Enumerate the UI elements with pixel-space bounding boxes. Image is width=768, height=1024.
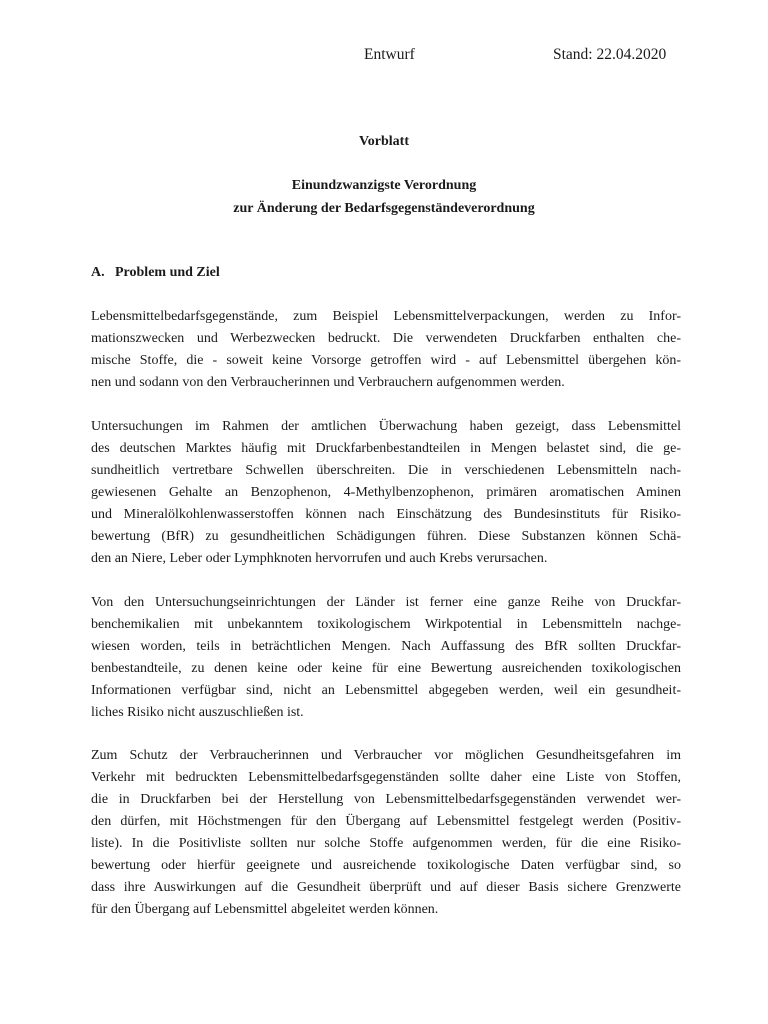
- sheet-title: Vorblatt: [358, 134, 410, 149]
- paragraph-line: benchemikalien mit unbekanntem toxikologischem Wirkpotential in Lebensmitteln nachge-: [91, 617, 681, 632]
- paragraph-line: Untersuchungen im Rahmen der amtlichen Überwachung haben gezeigt, dass Lebensmittel: [91, 419, 681, 434]
- regulation-title-line-1: Einundzwanzigste Verordnung: [291, 178, 477, 193]
- paragraph-1: [91, 306, 681, 394]
- paragraph-line: bewertung (BfR) zu gesundheitlichen Schädigungen führen. Diese Substanzen können Schä-: [91, 529, 681, 544]
- section-heading: [91, 265, 220, 281]
- paragraph-line: Von den Untersuchungseinrichtungen der Länder ist ferner eine ganze Reihe von Druckfar-: [91, 595, 681, 610]
- paragraph-line: den dürfen, mit Höchstmengen für den Übergang auf Lebensmittel festgelegt werden (Positiv-: [91, 814, 681, 829]
- paragraph-line: des deutschen Marktes häufig mit Druckfarbenbestandteilen in Mengen belastet sind, die ge-: [91, 441, 681, 456]
- paragraph-line: für den Übergang auf Lebensmittel abgeleitet werden können.: [91, 902, 439, 917]
- paragraph-line: liches Risiko nicht auszuschließen ist.: [91, 705, 304, 720]
- paragraph-line: mische Stoffe, die - soweit keine Vorsorge getroffen wird - auf Lebensmittel übergehen kön-: [91, 353, 681, 368]
- section-title: Problem und Ziel: [115, 265, 220, 280]
- paragraph-line: dass ihre Auswirkungen auf die Gesundheit überprüft und auf dieser Basis sichere Grenzwerte: [91, 880, 681, 895]
- paragraph-4: [91, 745, 681, 921]
- paragraph-line: und Mineralölkohlenwasserstoffen können nach Einschätzung des Bundesinstituts für Risiko-: [91, 507, 681, 522]
- paragraph-line: mationszwecken und Werbezwecken bedruckt. Die verwendeten Druckfarben enthalten che-: [91, 331, 681, 346]
- paragraph-line: bewertung oder hierfür geeignete und ausreichende toxikologische Daten verfügbar sind, so: [91, 858, 681, 873]
- regulation-title-line-2: zur Änderung der Bedarfsgegenständeverordnung: [233, 201, 535, 216]
- paragraph-line: nen und sodann von den Verbraucherinnen und Verbrauchern aufgenommen werden.: [91, 375, 565, 390]
- paragraph-line: Zum Schutz der Verbraucherinnen und Verbraucher vor möglichen Gesundheitsgefahren im: [91, 748, 681, 763]
- paragraph-line: Lebensmittelbedarfsgegenstände, zum Beispiel Lebensmittelverpackungen, werden zu Infor-: [91, 309, 681, 324]
- header-draft-label: Entwurf: [364, 46, 415, 63]
- paragraph-3: [91, 592, 681, 724]
- section-number: A.: [91, 265, 105, 280]
- paragraph-line: sundheitlich vertretbare Schwellen überschreiten. Die in verschiedenen Lebensmitteln nach-: [91, 463, 681, 478]
- paragraph-line: Informationen verfügbar sind, nicht an Lebensmittel abgegeben werden, weil ein gesundheit-: [91, 683, 681, 698]
- header-date-label: Stand: 22.04.2020: [553, 46, 667, 63]
- paragraph-line: wiesen worden, teils in beträchtlichen Mengen. Nach Auffassung des BfR sollten Druckfar-: [91, 639, 681, 654]
- paragraph-line: Verkehr mit bedruckten Lebensmittelbedarfsgegenständen sollte daher eine Liste von Stoffen,: [91, 770, 681, 785]
- paragraph-line: liste). In die Positivliste sollten nur solche Stoffe aufgenommen werden, für die eine Risiko-: [91, 836, 681, 851]
- paragraph-line: benbestandteile, zu denen keine oder keine für eine Bewertung ausreichenden toxikologischen: [91, 661, 681, 676]
- paragraph-2: [91, 416, 681, 570]
- paragraph-line: gewiesenen Gehalte an Benzophenon, 4-Methylbenzophenon, primären aromatischen Aminen: [91, 485, 681, 500]
- paragraph-line: den an Niere, Leber oder Lymphknoten hervorrufen und auch Krebs verursachen.: [91, 551, 548, 566]
- paragraph-line: die in Druckfarben bei der Herstellung von Lebensmittelbedarfsgegenständen verwendet wer-: [91, 792, 681, 807]
